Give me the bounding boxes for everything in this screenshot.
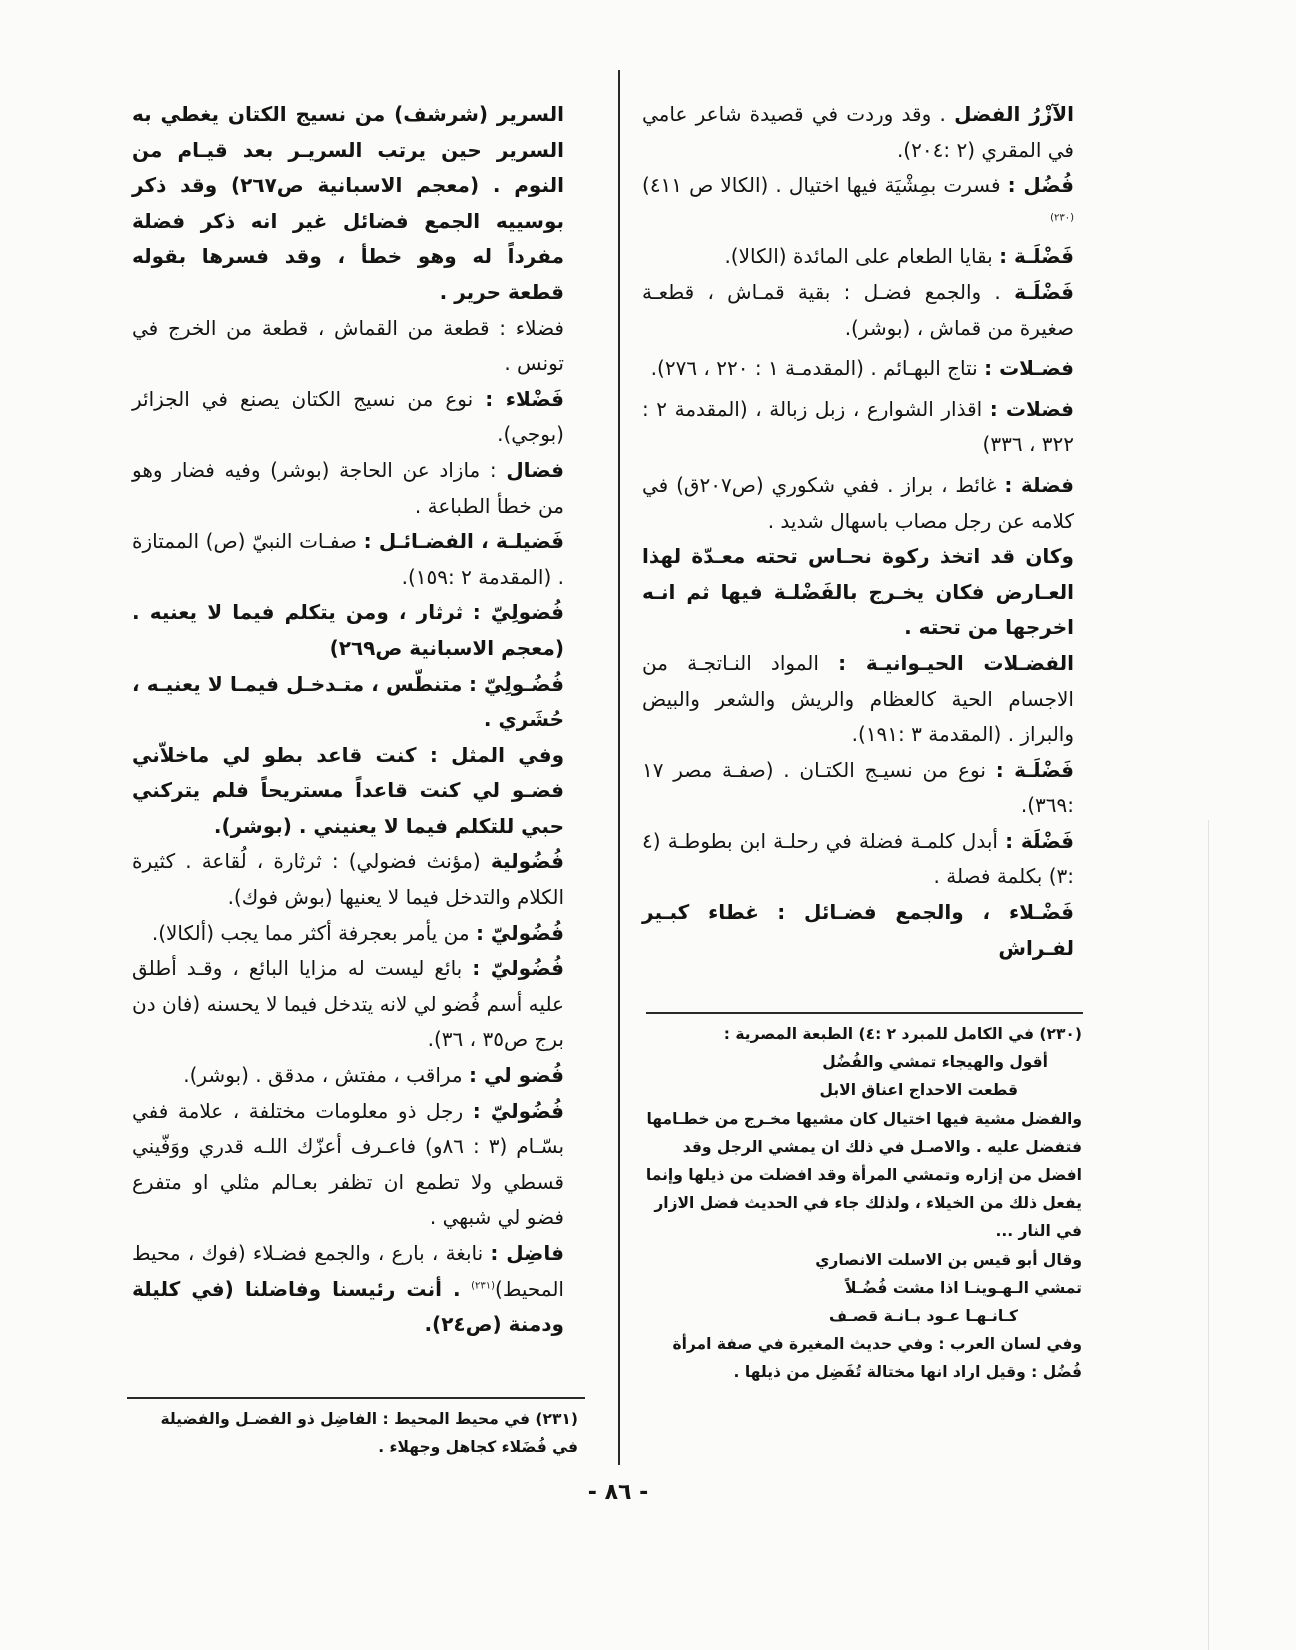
- entry-l9: فُضُولية (مؤنث فضولي) : ثرثارة ، لُقاعة . كثيرة الكلام والتدخل فيما لا يعنيها (بوش فوك).: [132, 849, 564, 910]
- footnote-231: (٢٣١) في محيط المحيط : الفاضِل ذو الفضـل والفضيلة في فُضَلاء كجاهل وجهلاء .: [160, 1410, 578, 1457]
- page-number: - ٨٦ -: [587, 1480, 649, 1505]
- entry-l4: فضال : مازاد عن الحاجة (بوشر) وفيه فضار وهو من خطأ الطباعة .: [132, 457, 564, 518]
- entry-9: الفضـلات الحيـوانيـة : المواد النـاتجـة من الاجسام الحية كالعظام والريش والشعر والبيض والبراز . (المقدمة ٣ :١٩١).: [642, 650, 1075, 747]
- entry-10: فَضْلَـة : نوع من نسيـج الكتـان . (صفـة مصر ١٧ :٣٦٩).: [642, 757, 1074, 818]
- footnote-ref-230: (٢٣٠): [1050, 212, 1074, 224]
- entry-7: فضلة : غائط ، براز . ففي شكوري (ص٢٠٧ق) في كلامه عن رجل مصاب باسهال شديد .: [642, 472, 1075, 533]
- footnote-ref-231: (٢٣١): [471, 1279, 496, 1291]
- entry-l12: فُضو لي : مراقب ، مفتش ، مدقق . (بوشر).: [183, 1063, 564, 1088]
- entry-l5: فَضيلـة ، الفضـائـل : صفـات النبيّ (ص) الممتازة . (المقدمة ۲ :١٥٩).: [132, 529, 565, 589]
- entry-l7: فُضُـولِيّ : متنطّس ، متـدخـل فيمـا لا يعنيـه ، حُشَري .: [132, 671, 564, 732]
- right-column: [642, 97, 1074, 966]
- entry-5: فضـلات : نتاج البهـائم . (المقدمـة ١ : ٢٢٠ ، ٢٧٦).: [650, 356, 1074, 381]
- entry-6: فضلات : اقذار الشوارع ، زبل زبالة ، (المقدمة ۲ : ۳۲۲ ، ٣٣٦): [642, 396, 1075, 457]
- entry-l11: فُضُوليّ : بائع ليست له مزايا البائع ، وقـد أطلق عليه أسم فُضو لي لانه يتدخل فيما لا يحسنه (فان دن برج ص٣٥ ، ٣٦).: [132, 956, 565, 1052]
- entry-8-quote: وكان قد اتخذ ركوة نحـاس تحته معـدّة لهذا العـارض فكان يخـرج بالفَضْلـة فيها ثم انـه اخرجها من تحته .: [642, 544, 1074, 640]
- entry-l13: فُضُوليّ : رجل ذو معلومات مختلفة ، علامة ففي بسّـام (٣ : ٨٦و) فاعـرف أعزّك اللـه قدري ووَفّيني قسطي ولا تطمع ان تظفر بعـالم مثلي او متفرع فضو لي شبهي .: [132, 1098, 565, 1230]
- footnote-rule-right: [646, 1012, 1083, 1014]
- footnote-230: (٢٣٠) في الكامل للمبرد ۲ :٤) الطبعة المصرية : أقول والهيجاء تمشي والفُضُل قطعت الاحداج اعناق الابل والفضل مشية فيها اختيال كان مشيها مخـرج من خطـامها فتفضل عليه . والاصـل في ذلك ان يمشي الرجل وقد افضل من إزاره وتمشي المرأة وقد افضلت من ذيلها وإنما يفعل ذلك من الخيلاء ، ولذلك جاء في الحديث فضل الازار في النار ... وقال أبو قيس بن الاسلت الانصاري تمشي الـهـوينـا اذا مشت فُضُـلاً كـانـهـا عـود بـانـة قصـف وفي لسان العرب : وفي حديث المغيرة في صفة امرأة فُضُل : وقيل اراد انها مختالة تُفَضِل من ذيلها .: [645, 1025, 1082, 1382]
- footnote-rule-left: [127, 1397, 585, 1399]
- entry-l6: فُضولِيّ : ثرثار ، ومن يتكلم فيما لا يعنيه . (معجم الاسبانية ص٢٦٩): [132, 600, 565, 660]
- left-column: [132, 97, 564, 1343]
- entry-2: فُضُل : فسرت بمِشْيَة فيها اختيال . (الكالا ص ٤١١)$^{(٢٣٠)}$: [642, 173, 1074, 224]
- entry-continued: السرير (شرشف) من نسيج الكتان يغطي به السرير حين يرتب السريـر بعد قيـام من النوم . (معجم الاسبانية ص٢٦٧) وقد ذكر بوسييه الجمع فضائل غير انه ذكر فضلة مفرداً له وهو خطأ ، وقد فسرها بقوله قطعة حرير .: [132, 102, 564, 304]
- entry-l10: فُضُوليّ : من يأمر بعجرفة أكثر مما يجب (ألكالا).: [151, 920, 564, 945]
- entry-l3: فَضْلاء : نوع من نسيج الكتان يصنع في الجزائر (بوجي).: [132, 386, 564, 447]
- scan-edge-line: [1208, 820, 1209, 1650]
- column-divider: [618, 70, 620, 1465]
- entry-1: الآزْرُ الفضل . وقد وردت في قصيدة شاعر عامي في المقري (۲ :٢٠٤).: [642, 102, 1074, 162]
- entry-4: فَضْلَـة . والجمع فضـل : بقية قمـاش ، قطعـة صغيرة من قماش ، (بوشر).: [642, 279, 1074, 340]
- entry-l2: فضلاء : قطعة من القماش ، قطعة من الخرج في تونس .: [132, 315, 564, 376]
- entry-11: فَضْلَة : أبدل كلمـة فضلة في رحلـة ابن بطوطـة (٤ :٣) بكلمة فصلة .: [642, 828, 1074, 889]
- entry-12: فَضْـلاء ، والجمع فضـائل : غطاء كبـير لفـراش: [642, 900, 1075, 960]
- entry-3: فَضْلَـة : بقايا الطعام على المائدة (الكالا).: [724, 244, 1074, 269]
- entry-l14: فاضِل : نابغة ، بارع ، والجمع فضـلاء (فوك ، محيط المحيط)$^{(٢٣١)}$ . أنت رئيسنا وفاضلنا (في كليلة ودمنة (ص٢٤).: [132, 1241, 564, 1337]
- entry-l8-proverb: وفي المثل : كنت قاعد بطو لي ماخلاّني فضـو لي كنت قاعداً مستريحاً فلم يتركني حبي للتكلم فيما لا يعنيني . (بوشر).: [132, 742, 564, 838]
